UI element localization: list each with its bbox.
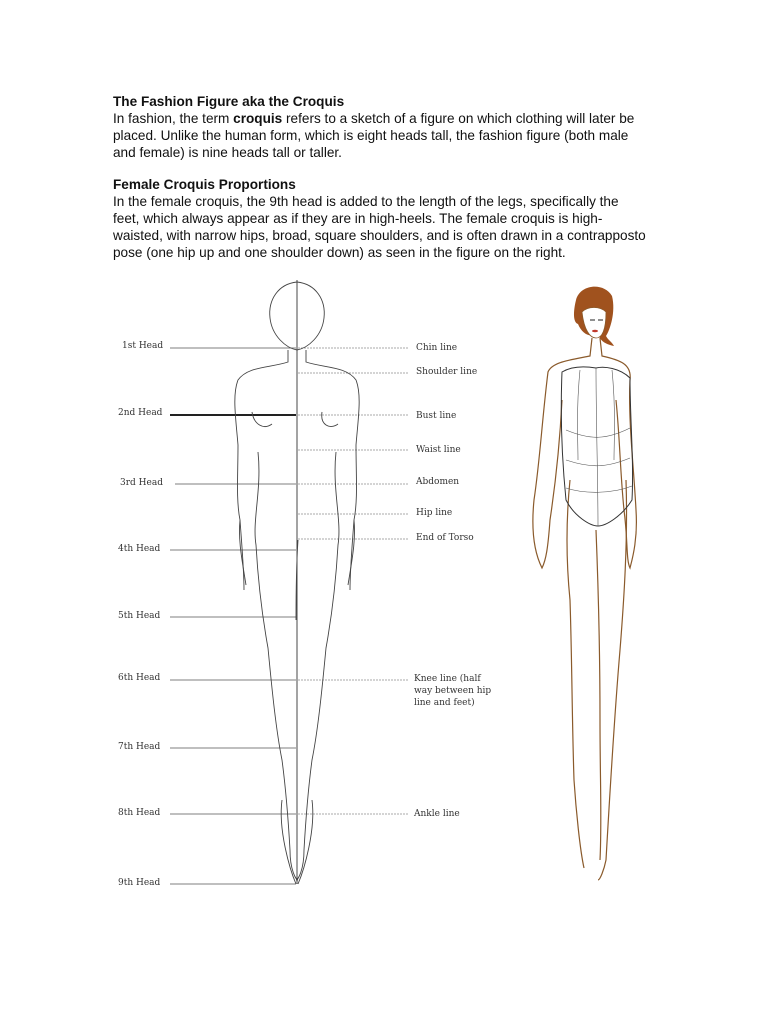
paragraph-line: placed. Unlike the human form, which is eight heads tall, the fashion figure (both male [113, 128, 629, 143]
head-label: 3rd Head [120, 478, 163, 488]
paragraph-line: pose (one hip up and one shoulder down) as seen in the figure on the right. [113, 245, 566, 260]
head-label: 1st Head [122, 341, 164, 351]
head-label: 5th Head [118, 611, 161, 621]
bodysuit-seams [566, 368, 632, 526]
heading-fashion-figure: The Fashion Figure aka the Croquis [113, 94, 345, 109]
paragraph-line: feet, which always appear as if they are in high-heels. The female croquis is high- [113, 211, 603, 226]
paragraph-line: and female) is nine heads tall or taller. [113, 145, 342, 160]
head-guide-lines [170, 348, 296, 884]
shoulder-line-label: Shoulder line [416, 367, 478, 377]
head-label: 9th Head [118, 878, 161, 888]
term-croquis: croquis [233, 111, 283, 126]
paragraph-line: In the female croquis, the 9th head is added to the length of the legs, specifically the [113, 194, 619, 209]
chin-line-label: Chin line [416, 343, 458, 353]
paragraph-line: waisted, with narrow hips, broad, square shoulders, and is often drawn in a contrapposto [113, 228, 646, 243]
waist-line-label: Waist line [416, 445, 461, 455]
torso-end-label: End of Torso [416, 533, 474, 543]
lips [592, 330, 598, 332]
hip-line-label: Hip line [416, 508, 453, 518]
head-label: 6th Head [118, 673, 161, 683]
ankle-line-label: Ankle line [414, 809, 460, 819]
abdomen-label: Abdomen [416, 477, 460, 487]
knee-line-label: way between hip [414, 686, 492, 696]
knee-line-label: Knee line (half [414, 674, 481, 684]
heading-female-proportions: Female Croquis Proportions [113, 177, 296, 192]
text-run: refers to a sketch of a figure on which clothing will later be [282, 111, 635, 126]
head-label: 7th Head [118, 742, 161, 752]
bust-line-label: Bust line [416, 411, 457, 421]
head-label: 8th Head [118, 808, 161, 818]
text-run: In fashion, the term [113, 111, 234, 126]
fashion-figure [533, 287, 636, 880]
head-label: 2nd Head [118, 408, 163, 418]
knee-line-label: line and feet) [414, 698, 475, 708]
head-label: 4th Head [118, 544, 161, 554]
